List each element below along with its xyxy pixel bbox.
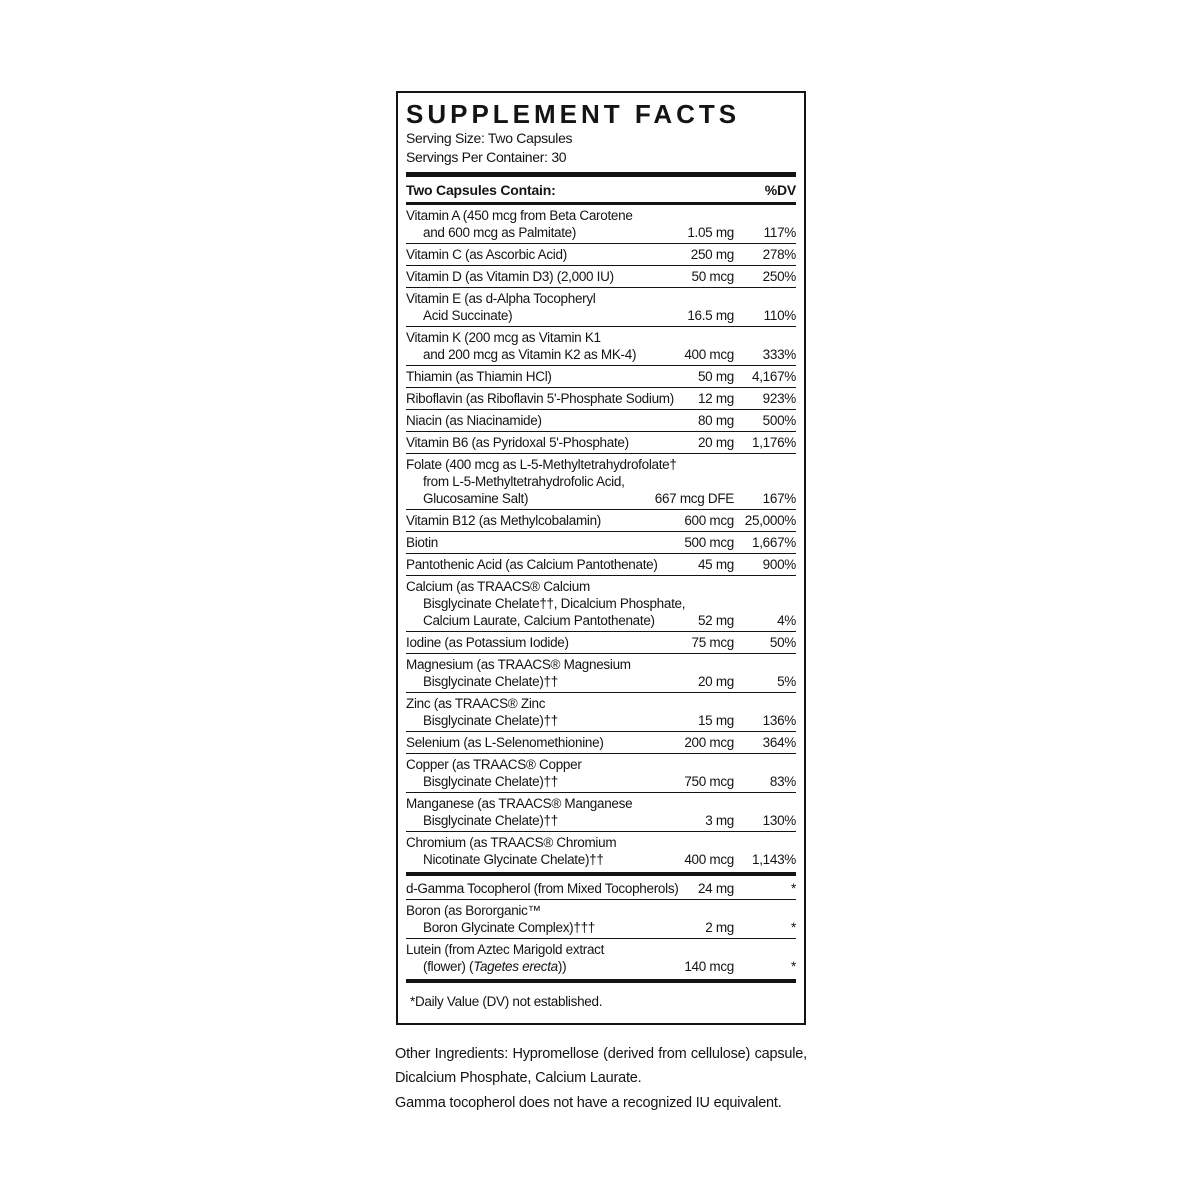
nutrient-name-line: Calcium (as TRAACS® Calcium xyxy=(406,579,590,594)
nutrient-name-line: Boron (as Bororganic™ xyxy=(406,903,541,918)
nutrient-amount: 750 mcg xyxy=(684,774,734,789)
supplement-facts-panel xyxy=(396,91,806,1025)
nutrient-row xyxy=(406,878,796,899)
servings-per-container: Servings Per Container: 30 xyxy=(406,149,567,165)
nutrient-name-line: Manganese (as TRAACS® Manganese xyxy=(406,796,633,811)
nutrient-name-line: Vitamin E (as d-Alpha Tocopheryl xyxy=(406,291,596,306)
column-header-label: Two Capsules Contain: xyxy=(406,182,556,198)
nutrient-dv: 167% xyxy=(762,491,796,506)
nutrient-dv: 110% xyxy=(763,308,796,323)
nutrient-name-line: Pantothenic Acid (as Calcium Pantothenate) xyxy=(406,557,658,572)
nutrient-amount: 2 mg xyxy=(705,920,734,935)
nutrient-name xyxy=(406,880,796,897)
serving-size: Serving Size: Two Capsules xyxy=(406,130,573,146)
nutrient-name-line: Acid Succinate) xyxy=(423,308,513,323)
nutrient-dv: 1,143% xyxy=(752,852,796,867)
nutrient-dv: 364% xyxy=(762,735,796,750)
nutrient-name-line: Iodine (as Potassium Iodide) xyxy=(406,635,569,650)
nutrient-dv: 500% xyxy=(762,413,796,428)
nutrient-name xyxy=(406,268,796,285)
nutrient-amount: 3 mg xyxy=(705,813,734,828)
nutrient-name-line: Zinc (as TRAACS® Zinc xyxy=(406,696,546,711)
nutrient-name-line: Vitamin A (450 mcg from Beta Carotene xyxy=(406,208,633,223)
nutrient-row xyxy=(406,365,796,387)
nutrient-row xyxy=(406,531,796,553)
nutrient-amount: 50 mcg xyxy=(691,269,734,284)
nutrient-name xyxy=(406,634,796,651)
nutrient-amount: 600 mcg xyxy=(684,513,734,528)
nutrient-name-line: Boron Glycinate Complex)††† xyxy=(423,920,595,935)
nutrient-row xyxy=(406,899,796,938)
nutrient-dv: 900% xyxy=(762,557,796,572)
nutrient-row xyxy=(406,731,796,753)
nutrient-dv: 278% xyxy=(762,247,796,262)
nutrient-name-line: Biotin xyxy=(406,535,438,550)
nutrient-row xyxy=(406,265,796,287)
nutrient-name-line: Vitamin B6 (as Pyridoxal 5'-Phosphate) xyxy=(406,435,629,450)
nutrient-dv: 136% xyxy=(762,713,796,728)
nutrient-row xyxy=(406,509,796,531)
nutrient-row xyxy=(406,453,796,509)
nutrient-amount: 15 mg xyxy=(697,713,734,728)
nutrient-name xyxy=(406,412,796,429)
nutrient-name xyxy=(406,695,796,729)
other-nutrient-rows xyxy=(406,878,796,977)
nutrient-name-line: Bisglycinate Chelate††, Dicalcium Phosphate, xyxy=(423,596,686,611)
nutrient-name-line: and 600 mcg as Palmitate) xyxy=(423,225,577,240)
nutrient-name xyxy=(406,578,796,629)
nutrient-name xyxy=(406,556,796,573)
nutrient-name xyxy=(406,902,796,936)
nutrient-amount: 500 mcg xyxy=(684,535,734,550)
nutrient-name-line: (flower) (Tagetes erecta)) xyxy=(423,959,567,974)
nutrient-dv: 83% xyxy=(769,774,796,789)
nutrient-dv: 1,667% xyxy=(752,535,796,550)
nutrient-amount: 52 mg xyxy=(697,613,734,628)
nutrient-name xyxy=(406,834,796,868)
nutrient-name-line: Calcium Laurate, Calcium Pantothenate) xyxy=(423,613,655,628)
nutrient-row xyxy=(406,243,796,265)
nutrient-name xyxy=(406,656,796,690)
nutrient-name-line: Lutein (from Aztec Marigold extract xyxy=(406,942,605,957)
nutrient-row xyxy=(406,575,796,631)
dv-footnote: *Daily Value (DV) not established. xyxy=(410,994,603,1009)
nutrient-dv: 5% xyxy=(777,674,796,689)
nutrient-name xyxy=(406,390,796,407)
nutrient-dv: 50% xyxy=(769,635,796,650)
gamma-tocopherol-note: Gamma tocopherol does not have a recognized IU equivalent. xyxy=(395,1095,782,1111)
nutrient-name-line: Vitamin C (as Ascorbic Acid) xyxy=(406,247,567,262)
nutrient-name-line: Folate (400 mcg as L-5-Methyltetrahydrofolate† xyxy=(406,457,677,472)
nutrient-name xyxy=(406,941,796,975)
nutrient-name xyxy=(406,795,796,829)
nutrient-name-line: Bisglycinate Chelate)†† xyxy=(423,774,558,789)
nutrient-dv: 333% xyxy=(762,347,796,362)
column-header-row xyxy=(406,177,796,202)
nutrient-row xyxy=(406,205,796,243)
nutrient-dv: 25,000% xyxy=(744,513,796,528)
nutrient-row xyxy=(406,553,796,575)
nutrient-amount: 50 mg xyxy=(697,369,734,384)
nutrient-amount: 20 mg xyxy=(697,435,734,450)
nutrient-row xyxy=(406,631,796,653)
nutrient-name xyxy=(406,756,796,790)
nutrient-dv: * xyxy=(791,881,796,896)
nutrient-dv: 250% xyxy=(762,269,796,284)
nutrient-row xyxy=(406,287,796,326)
nutrient-name xyxy=(406,207,796,241)
nutrient-amount: 12 mg xyxy=(697,391,734,406)
nutrient-row xyxy=(406,938,796,977)
nutrient-name xyxy=(406,329,796,363)
nutrient-row xyxy=(406,387,796,409)
nutrient-amount: 75 mcg xyxy=(691,635,734,650)
nutrient-name-line: Bisglycinate Chelate)†† xyxy=(423,813,558,828)
nutrient-amount: 16.5 mg xyxy=(687,308,734,323)
nutrient-name-line: Niacin (as Niacinamide) xyxy=(406,413,542,428)
nutrient-name-line: Glucosamine Salt) xyxy=(423,491,529,506)
nutrient-name-line: Chromium (as TRAACS® Chromium xyxy=(406,835,617,850)
nutrient-name-line: Riboflavin (as Riboflavin 5'-Phosphate Sodium) xyxy=(406,391,674,406)
nutrient-dv: 1,176% xyxy=(752,435,796,450)
divider-section-1 xyxy=(406,872,796,876)
nutrient-row xyxy=(406,431,796,453)
nutrient-name-line: Vitamin D (as Vitamin D3) (2,000 IU) xyxy=(406,269,614,284)
nutrient-row xyxy=(406,753,796,792)
nutrient-name-line: Vitamin B12 (as Methylcobalamin) xyxy=(406,513,601,528)
nutrient-name-line: Copper (as TRAACS® Copper xyxy=(406,757,582,772)
nutrient-name-line: Thiamin (as Thiamin HCl) xyxy=(406,369,552,384)
nutrient-dv: 4,167% xyxy=(752,369,796,384)
nutrient-rows xyxy=(406,205,796,870)
nutrient-name-line: Bisglycinate Chelate)†† xyxy=(423,674,558,689)
nutrient-name-line: Vitamin K (200 mcg as Vitamin K1 xyxy=(406,330,601,345)
nutrient-amount: 20 mg xyxy=(697,674,734,689)
nutrient-name xyxy=(406,734,796,751)
nutrient-row xyxy=(406,409,796,431)
nutrient-row xyxy=(406,692,796,731)
nutrient-amount: 250 mg xyxy=(690,247,734,262)
nutrient-row xyxy=(406,326,796,365)
nutrient-amount: 400 mcg xyxy=(684,347,734,362)
nutrient-name xyxy=(406,290,796,324)
nutrient-row xyxy=(406,792,796,831)
nutrient-name xyxy=(406,512,796,529)
nutrient-name-line: Selenium (as L-Selenomethionine) xyxy=(406,735,604,750)
nutrient-amount: 1.05 mg xyxy=(687,225,734,240)
panel-title: SUPPLEMENT FACTS xyxy=(406,99,741,129)
nutrient-amount: 24 mg xyxy=(697,881,734,896)
nutrient-name-line: Magnesium (as TRAACS® Magnesium xyxy=(406,657,631,672)
nutrient-row xyxy=(406,831,796,870)
nutrient-amount: 400 mcg xyxy=(684,852,734,867)
nutrient-name xyxy=(406,456,796,507)
nutrient-dv: * xyxy=(791,920,796,935)
nutrient-dv: 117% xyxy=(763,225,796,240)
divider-section-2 xyxy=(406,979,796,983)
nutrient-name-line: d-Gamma Tocopherol (from Mixed Tocopherols) xyxy=(406,881,679,896)
nutrient-dv: 923% xyxy=(762,391,796,406)
nutrient-amount: 140 mcg xyxy=(684,959,734,974)
nutrient-name-line: from L-5-Methyltetrahydrofolic Acid, xyxy=(423,474,625,489)
nutrient-name xyxy=(406,534,796,551)
nutrient-row xyxy=(406,653,796,692)
nutrient-dv: * xyxy=(791,959,796,974)
nutrient-name-line: Bisglycinate Chelate)†† xyxy=(423,713,558,728)
nutrient-amount: 80 mg xyxy=(697,413,734,428)
nutrient-amount: 45 mg xyxy=(697,557,734,572)
nutrient-amount: 200 mcg xyxy=(684,735,734,750)
nutrient-dv: 4% xyxy=(777,613,796,628)
nutrient-name xyxy=(406,368,796,385)
nutrient-dv: 130% xyxy=(762,813,796,828)
nutrient-name-line: and 200 mcg as Vitamin K2 as MK-4) xyxy=(423,347,637,362)
other-ingredients-text: Other Ingredients: Hypromellose (derived from cellulose) capsule, Dicalcium Phosphate, Calcium Laurate. xyxy=(395,1046,807,1086)
nutrient-name xyxy=(406,246,796,263)
nutrient-name xyxy=(406,434,796,451)
nutrient-name-line: Nicotinate Glycinate Chelate)†† xyxy=(423,852,604,867)
nutrient-amount: 667 mcg DFE xyxy=(654,491,734,506)
dv-header-label: %DV xyxy=(764,182,796,198)
